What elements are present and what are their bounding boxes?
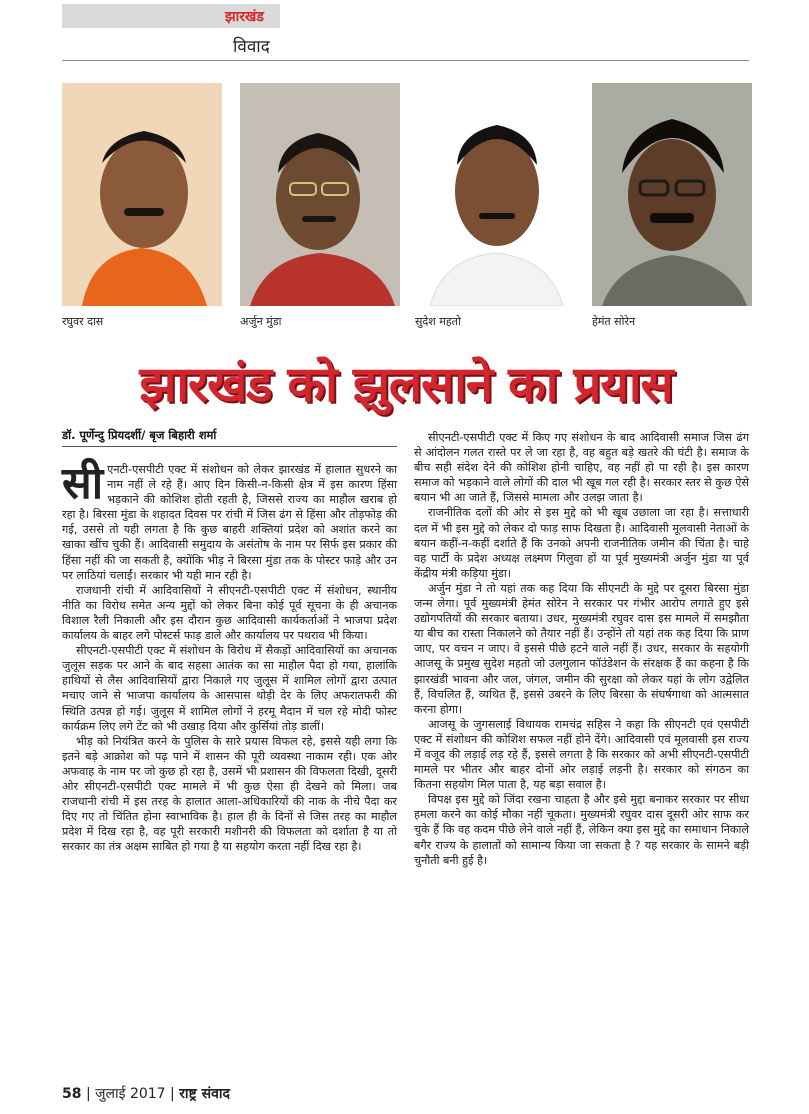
photo-hemant-soren bbox=[592, 83, 752, 306]
footer-separator: | bbox=[85, 1086, 91, 1102]
article-paragraph: अर्जुन मुंडा ने तो यहां तक कह दिया कि सीएनटी के मुद्दे पर दूसरा बिरसा मुंडा जन्म लेगा। पूर्व मुख्यमंत्री हेमंत सोरेन ने सरकार पर गंभीर आरोप लगाते हुए इसे उद्योगपतियों की सरकार बताया। उधर, मुख्यमंत्री रघुवर दास इस मामले में समझौता या बीच का रास्ता निकालने को तैयार नहीं हैं। उन्होंने तो यहां तक कह दिया कि प्राण जाए, पर वचन न जाए। वे इससे पीछे हटने वाले नहीं हैं। उधर, सरकार के सहयोगी आजसू के प्रमुख सुदेश महतो जो उलगुलान फॉउंडेशन के संरक्षक हैं का कहना है कि झारखंडी भावना और जल, जंगल, जमीन की सुरक्षा को लेकर यहां के लोग उद्वेलित हैं, विचलित हैं, व्यथित हैं, इससे उबरने के लिए बिरसा के संघर्षगाथा को आत्मसात करना होगा। bbox=[414, 581, 749, 716]
portrait-image bbox=[592, 83, 752, 306]
byline-divider bbox=[62, 446, 397, 447]
page-footer bbox=[62, 1084, 230, 1103]
photo-caption: रघुवर दास bbox=[62, 315, 104, 328]
article-paragraph: विपक्ष इस मुद्दे को जिंदा रखना चाहता है और इसे मुद्दा बनाकर सरकार पर सीधा हमला करने का कोई मौका नहीं चूकता। मुख्यमंत्री रघुवर दास दूसरी ओर साफ कर चुके हैं कि वह कदम पीछे लेने वाले नहीं हैं, लेकिन क्या इस मुद्दे का समाधान निकाले बगैर राज्य के हालातों को सामान्य किया जा सकता है ? यह सरकार के सामने बड़ी चुनौती बनी हुई है। bbox=[414, 793, 749, 867]
photo-caption: हेमंत सोरेन bbox=[592, 315, 636, 328]
article-headline: झारखंड को झुलसाने का प्रयास bbox=[139, 356, 673, 413]
portrait-image bbox=[415, 83, 575, 306]
article-paragraph bbox=[62, 458, 397, 583]
photo-raghubar-das bbox=[62, 83, 222, 306]
photo-caption: सुदेश महतो bbox=[415, 315, 461, 328]
subsection-label: विवाद bbox=[233, 37, 270, 57]
article-byline: डॉ. पूर्णेन्दु प्रियदर्शी/ बृज बिहारी शर्मा bbox=[62, 428, 217, 442]
paragraph-text: एनटी-एसपीटी एक्ट में संशोधन को लेकर झारखंड में हालात सुधरने का नाम नहीं ले रहे हैं। आए दिन किसी-न-किसी क्षेत्र में इस कारण हिंसा भड़काने की कोशिश होती रहती है, जिससे राज्य का माहौल खराब हो रहा है। बिरसा मुंडा के शहादत दिवस पर रांची में जिस ढंग से हिंसा और तोड़फोड़ की गई, उससे तो यही लगता है कि कुछ बाहरी शक्तियां प्रदेश को अशांत करने का खाका खींच चुकी हैं। आदिवासी समुदाय के असंतोष के नाम पर सिर्फ इस प्रकार की हिंसा नहीं की जा सकती है, क्योंकि भीड़ ने बिरसा मुंडा तक के पोस्टर फाड़े और उन पर लाठियां चलाईं। सरकार भी यही मान रही है। bbox=[62, 463, 397, 582]
photo-arjun-munda bbox=[240, 83, 400, 306]
header-divider bbox=[62, 60, 749, 61]
section-label: झारखंड bbox=[225, 9, 264, 25]
issue-date: जुलाई 2017 bbox=[95, 1086, 166, 1102]
article-paragraph: आजसू के जुगसलाई विधायक रामचंद्र सहिस ने कहा कि सीएनटी एवं एसपीटी एक्ट में संशोधन की कोशिश सफल नहीं होने देंगे। आदिवासी एवं मूलवासी इस राज्य में वजूद की लड़ाई लड़ रहे हैं, इससे लगता है कि सरकार को अभी सीएनटी-एसपीटी मामले पर भीतर और बाहर दोनों ओर लड़ाई लड़नी है। सरकार को संगठन का कितना सहयोग मिल पाता है, यह बड़ा सवाल है। bbox=[414, 717, 749, 792]
portrait-image bbox=[240, 83, 400, 306]
article-column-right bbox=[414, 430, 749, 868]
drop-cap: सी bbox=[62, 458, 104, 509]
portrait-image bbox=[62, 83, 222, 306]
photo-sudesh-mahto bbox=[415, 83, 575, 306]
article-paragraph: राजधानी रांची में आदिवासियों ने सीएनटी-एसपीटी एक्ट में संशोधन, स्थानीय नीति का विरोध समेत अन्य मुद्दों को लेकर बिना कोई पूर्व सूचना के ही अचानक विशाल रैली निकाली और इस दौरान कुछ आदिवासी कार्यकर्ताओं ने भाजपा प्रदेश कार्यालय के बाहर लगे पोस्टर्स फाड़ डाले और कार्यालय पर पथराव भी किया। bbox=[62, 583, 397, 643]
article-paragraph: सीएनटी-एसपीटी एक्ट में किए गए संशोधन के बाद आदिवासी समाज जिस ढंग से आंदोलन गलत रास्ते पर ले जा रहा है, वह बहुत बड़े खतरे की घंटी है। समाज के बीच सही संदेश देने की कोशिश होनी चाहिए, वह नहीं हो पा रही है। इस कारण समाज को भड़काने वाले लोगों की दाल भी खूब गल रही है। सरकार स्तर से कुछ ऐसे बयान भी आ जाते हैं, जिससे मामला और उलझ जाता है। bbox=[414, 431, 749, 505]
article-column-left bbox=[62, 458, 398, 854]
footer-separator: | bbox=[170, 1086, 175, 1102]
photo-caption: अर्जुन मुंडा bbox=[240, 315, 282, 328]
magazine-name: राष्ट्र संवाद bbox=[179, 1086, 230, 1102]
article-paragraph: भीड़ को नियंत्रित करने के पुलिस के सारे प्रयास विफल रहे, इससे यही लगा कि इतने बड़े आक्रोश को पढ़ पाने में शासन की पूरी व्यवस्था नाकाम रही। एक ओर अफवाह के नाम पर जो कुछ हो रहा है, उसमें भी प्रशासन की विफलता दिखी, दूसरी ओर सीएनटी-एसपीटी एक्ट मामले में भी कुछ ऐसा ही देखने को मिला। जब राजधानी रांची में इस तरह के हालात आला-अधिकारियों की नाक के नीचे पैदा कर दिए गए तो चिंतित होना स्वाभाविक है। हाल ही के दिनों से जिस तरह का माहौल प्रदेश में दिख रहा है, वह पूरी सरकारी मशीनरी की विफलता को दर्शाता है या तो सरकार का तंत्र अक्षम साबित हो गया है या सहयोग करता नहीं दिख रहा है। bbox=[62, 734, 398, 854]
article-paragraph: राजनीतिक दलों की ओर से इस मुद्दे को भी खूब उछाला जा रहा है। सत्ताधारी दल में भी इस मुद्दे को लेकर दो फाड़ साफ दिखता है। आदिवासी मूलवासी नेताओं के बयान कहीं-न-कहीं दर्शाते हैं कि उनको अपनी राजनीतिक जमीन की चिंता है। चाहे वह पार्टी के प्रदेश अध्यक्ष लक्ष्मण गिलुवा हों या पूर्व मुख्यमंत्री अर्जुन मुंडा या पूर्व केंद्रीय मंत्री कड़िया मुंडा। bbox=[414, 506, 749, 580]
article-paragraph: सीएनटी-एसपीटी एक्ट में संशोधन के विरोध में सैकड़ों आदिवासियों का अचानक जुलूस सड़क पर आने के बाद सहसा आतंक का सा माहौल पैदा हो गया, हालांकि हाथियों से लैस आदिवासियों द्वारा निकाले गए जुलूस में शामिल लोगों द्वारा उत्पात मचाए जाने से भाजपा कार्यालय के आसपास थोड़ी देर के लिए अफरातफरी की स्थिति उत्पन्न हो गई। जुलूस में शामिल लोगों ने हरमू मैदान में चल रहे मोदी फोस्ट कार्यक्रम लिए लगे टेंट को भी उखाड़ दिया और कुर्सियां तोड़ डालीं। bbox=[62, 644, 397, 733]
page-number: 58 bbox=[62, 1086, 82, 1102]
